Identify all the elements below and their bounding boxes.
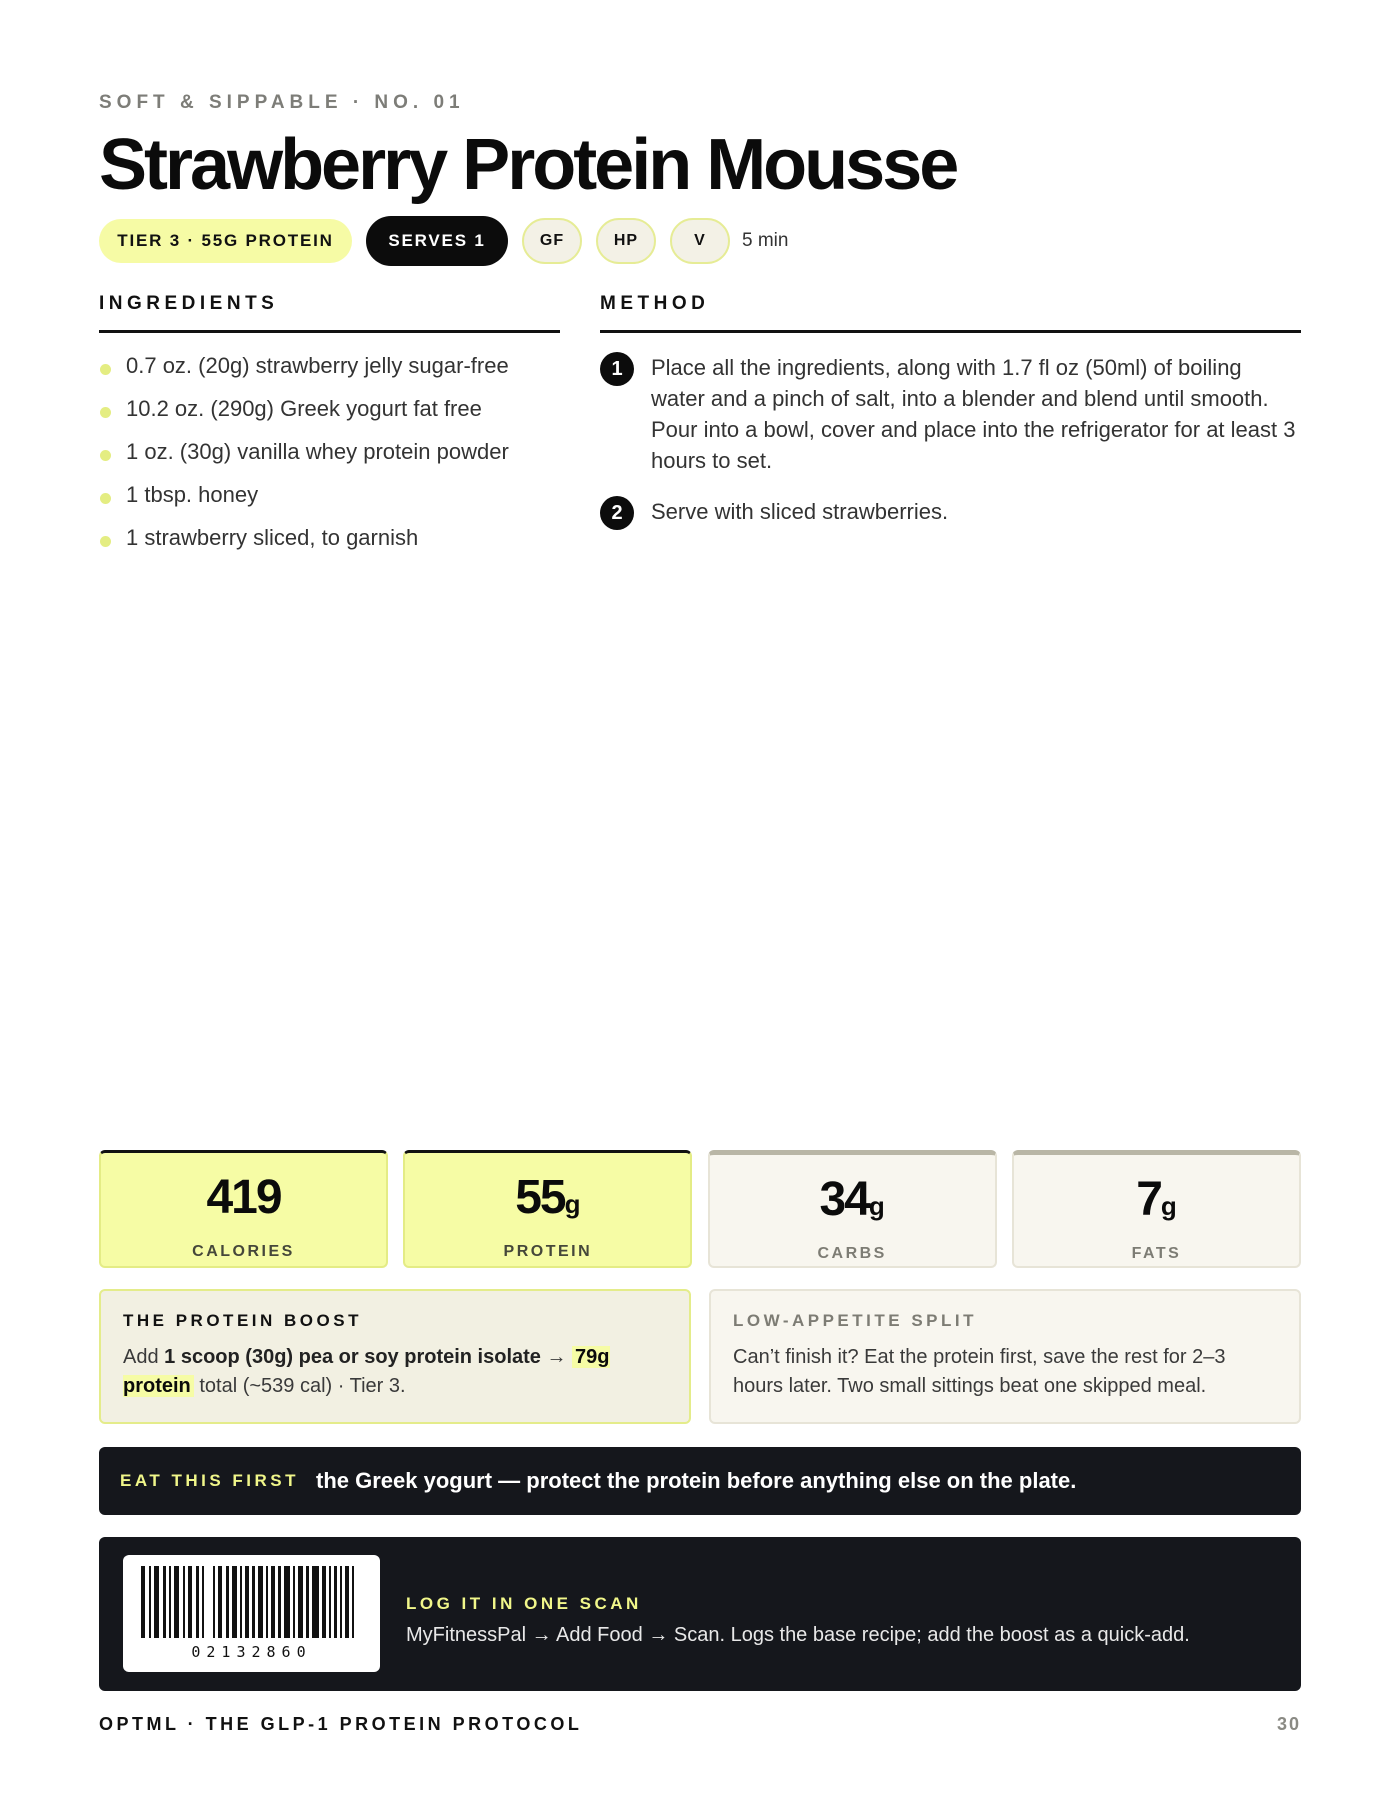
barcode — [123, 1555, 380, 1672]
macro-cards — [99, 1150, 1301, 1268]
macro-value: 34g — [819, 1173, 885, 1226]
ingredients-rule — [99, 330, 560, 333]
low-appetite-card — [709, 1289, 1301, 1424]
macro-label: FATS — [1131, 1245, 1182, 1262]
list-item — [99, 438, 559, 481]
method-step — [600, 496, 1300, 527]
method-step — [600, 352, 1300, 476]
tier-badge: TIER 3 · 55G PROTEIN — [99, 219, 352, 263]
ingredient-text: 10.2 oz. (290g) Greek yogurt fat free — [126, 396, 482, 421]
list-item — [99, 524, 559, 567]
section-kicker: SOFT & SIPPABLE · NO. 01 — [99, 92, 465, 113]
recipe-page — [99, 0, 1301, 1812]
card-heading: LOW-APPETITE SPLIT — [733, 1311, 977, 1330]
page-number: 30 — [1276, 1714, 1301, 1734]
scan-instructions: MyFitnessPal → Add Food → Scan. Logs the base recipe; add the boost as a quick-add. — [406, 1624, 1190, 1646]
step-text: Place all the ingredients, along with 1.7 fl oz (50ml) of boiling water and a pinch of salt, into a blender and blend until smooth. Pour into a bowl, cover and place into the refrigerator for at least 3 hours to set. — [651, 355, 1296, 473]
barcode-digits: 02132860 — [191, 1643, 312, 1661]
macro-label: CARBS — [817, 1245, 887, 1262]
macro-card-carbs — [708, 1150, 997, 1268]
list-item — [99, 395, 559, 438]
macro-label: CALORIES — [192, 1243, 295, 1260]
step-number-badge: 1 — [600, 352, 634, 386]
macro-value: 7g — [1136, 1173, 1177, 1226]
macro-label: PROTEIN — [503, 1243, 593, 1260]
list-item — [99, 481, 559, 524]
protein-boost-card — [99, 1289, 691, 1424]
ingredients-list — [99, 352, 559, 567]
macro-card-calories — [99, 1150, 388, 1268]
ingredients-heading: INGREDIENTS — [99, 293, 279, 314]
bullet-dot-icon — [100, 536, 111, 547]
method-rule — [600, 330, 1301, 333]
banner-label: EAT THIS FIRST — [120, 1471, 300, 1490]
banner-text: the Greek yogurt — protect the protein before anything else on the plate. — [316, 1468, 1077, 1493]
card-body: Add 1 scoop (30g) pea or soy protein isolate → 79g protein total (~539 cal) · Tier 3. — [123, 1346, 610, 1397]
step-text: Serve with sliced strawberries. — [651, 499, 949, 524]
scan-panel — [99, 1537, 1301, 1691]
footer-title: OPTML · THE GLP-1 PROTEIN PROTOCOL — [99, 1714, 583, 1734]
highlight-total: 79g protein — [123, 1346, 610, 1397]
macro-value: 55g — [515, 1171, 581, 1224]
recipe-tags — [99, 216, 788, 266]
eat-first-banner — [99, 1447, 1301, 1515]
prep-time: 5 min — [742, 230, 789, 251]
method-steps — [600, 352, 1300, 547]
card-body: Can’t finish it? Eat the protein first, save the rest for 2–3 hours later. Two small sittings beat one skipped meal. — [733, 1346, 1226, 1397]
diet-badge-v: V — [670, 218, 730, 264]
ingredient-text: 1 strawberry sliced, to garnish — [126, 525, 419, 550]
bullet-dot-icon — [100, 450, 111, 461]
list-item — [99, 352, 559, 395]
ingredient-text: 1 oz. (30g) vanilla whey protein powder — [126, 439, 509, 464]
bullet-dot-icon — [100, 493, 111, 504]
diet-badge-hp: HP — [596, 218, 656, 264]
recipe-title: Strawberry Protein Mousse — [99, 125, 957, 205]
diet-badge-gf: GF — [522, 218, 582, 264]
macro-value: 419 — [206, 1171, 281, 1224]
bullet-dot-icon — [100, 407, 111, 418]
method-heading: METHOD — [600, 293, 710, 314]
serves-badge: SERVES 1 — [366, 216, 508, 266]
macro-card-protein — [403, 1150, 692, 1268]
ingredient-text: 1 tbsp. honey — [126, 482, 259, 507]
macro-card-fats — [1012, 1150, 1301, 1268]
ingredient-text: 0.7 oz. (20g) strawberry jelly sugar-free — [126, 353, 509, 378]
scan-label: LOG IT IN ONE SCAN — [406, 1594, 642, 1613]
bullet-dot-icon — [100, 364, 111, 375]
barcode-bars-icon — [141, 1566, 361, 1638]
card-heading: THE PROTEIN BOOST — [123, 1311, 362, 1330]
step-number-badge: 2 — [600, 496, 634, 530]
